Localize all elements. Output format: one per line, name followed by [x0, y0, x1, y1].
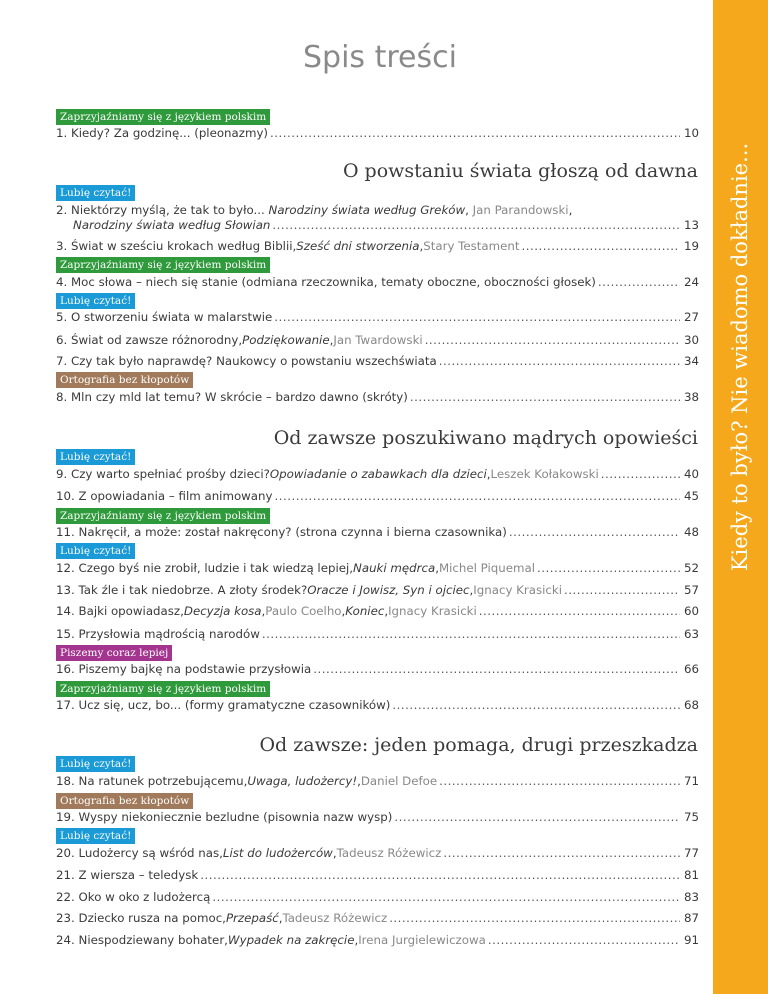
entry-work-title: Opowiadanie o zabawkach dla dzieci: [269, 467, 487, 481]
dot-leader: [439, 354, 680, 368]
dot-leader: [274, 310, 680, 324]
entry-title: 13. Tak źle i tak niedobrze. A złoty środek?: [56, 583, 308, 597]
badge-zaprzyjazniamy: Zaprzyjaźniamy się z językiem polskim: [56, 109, 270, 125]
entry-work-title: Koniec: [345, 604, 385, 618]
section-title-1: O powstaniu świata głoszą od dawna: [342, 160, 698, 182]
entry-page: 71: [683, 774, 699, 788]
entry-page: 60: [683, 604, 699, 618]
entry-title: 3. Świat w sześciu krokach według Biblii,: [56, 239, 297, 253]
badge-piszemy: Piszemy coraz lepiej: [56, 645, 172, 661]
toc-entry-10[interactable]: [56, 489, 699, 503]
dot-leader: [270, 126, 680, 140]
entry-page: 75: [683, 810, 699, 824]
entry-author: Leszek Kołakowski: [490, 467, 599, 481]
entry-page: 38: [683, 390, 699, 404]
entry-work-title: Przepaść: [225, 911, 279, 925]
dot-leader: [275, 489, 680, 503]
dot-leader: [425, 333, 680, 347]
entry-page: 87: [683, 911, 699, 925]
toc-entry-11[interactable]: [56, 525, 699, 539]
entry-page: 66: [683, 662, 699, 676]
toc-entry-7[interactable]: [56, 354, 699, 368]
entry-page: 68: [683, 698, 699, 712]
dot-leader: [313, 662, 680, 676]
entry-separator: ,: [384, 604, 389, 618]
toc-entry-2[interactable]: [73, 218, 699, 232]
entry-page: 45: [683, 489, 699, 503]
entry-author: Ignacy Krasicki: [473, 583, 563, 597]
badge-ortografia: Ortografia bez kłopotów: [56, 372, 193, 388]
entry-page: 27: [683, 310, 699, 324]
entry-work-title: Podziękowanie: [242, 333, 330, 347]
entry-title: 18. Na ratunek potrzebującemu,: [56, 774, 248, 788]
entry-author: Paulo Coelho: [265, 604, 342, 618]
entry-author: Ignacy Krasicki: [388, 604, 477, 618]
section-title-2: Od zawsze poszukiwano mądrych opowieści: [273, 427, 698, 449]
toc-entry-24[interactable]: [56, 933, 699, 947]
entry-page: 77: [683, 846, 699, 860]
dot-leader: [488, 933, 680, 947]
badge-lubie-czytac: Lubię czytać!: [56, 543, 135, 559]
dot-leader: [272, 218, 680, 232]
toc-entry-16[interactable]: [56, 662, 699, 676]
entry-title: 1. Kiedy? Za godzinę... (pleonazmy): [56, 126, 269, 140]
badge-zaprzyjazniamy: Zaprzyjaźniamy się z językiem polskim: [56, 508, 270, 524]
toc-entry-6[interactable]: [56, 333, 699, 347]
entry-work-title: Nauki mędrca: [353, 561, 436, 575]
dot-leader: [537, 561, 680, 575]
entry-page: 24: [683, 275, 699, 289]
entry-work-title: Narodziny świata według Greków: [268, 203, 466, 217]
toc-entry-23[interactable]: [56, 911, 699, 925]
entry-separator: ,: [341, 604, 346, 618]
entry-page: 52: [683, 561, 699, 575]
entry-separator: ,: [465, 203, 473, 217]
section-title-3: Od zawsze: jeden pomaga, drugi przeszkadza: [259, 734, 698, 756]
toc-entry-17[interactable]: [56, 698, 699, 712]
toc-entry-19[interactable]: [56, 810, 699, 824]
badge-zaprzyjazniamy: Zaprzyjaźniamy się z językiem polskim: [56, 257, 270, 273]
toc-entry-1[interactable]: [56, 126, 699, 140]
entry-separator: ,: [435, 561, 439, 575]
dot-leader: [262, 627, 680, 641]
dot-leader: [200, 868, 680, 882]
badge-lubie-czytac: Lubię czytać!: [56, 828, 135, 844]
badge-lubie-czytac: Lubię czytać!: [56, 185, 135, 201]
badge-ortografia: Ortografia bez kłopotów: [56, 793, 193, 809]
entry-work-title: Narodziny świata według Słowian: [73, 218, 271, 232]
entry-work-title: List do ludożerców: [222, 846, 333, 860]
dot-leader: [564, 583, 680, 597]
dot-leader: [389, 911, 680, 925]
entry-title: 2. Niektórzy myślą, że tak to było...: [56, 203, 269, 217]
toc-entry-8[interactable]: [56, 390, 699, 404]
chapter-side-title: Kiedy to było? Nie wiadomo dokładnie...: [728, 142, 752, 572]
entry-separator: ,: [261, 604, 266, 618]
entry-page: 57: [683, 583, 699, 597]
entry-page: 19: [683, 239, 699, 253]
entry-work-title: Decyzja kosa: [183, 604, 262, 618]
entry-work-title: Wypadek na zakręcie: [227, 933, 355, 947]
entry-page: 30: [683, 333, 699, 347]
entry-author: Tadeusz Różewicz: [282, 911, 388, 925]
entry-work-title: Uwaga, ludożercy!: [247, 774, 358, 788]
entry-title: 16. Piszemy bajkę na podstawie przysłowia: [56, 662, 312, 676]
entry-author: Daniel Defoe: [360, 774, 438, 788]
toc-entry-22[interactable]: [56, 890, 699, 904]
entry-separator: ,: [354, 933, 359, 947]
entry-author: Michel Piquemal: [438, 561, 536, 575]
entry-separator: ,: [486, 467, 491, 481]
toc-entry-2-line1[interactable]: [56, 203, 572, 217]
entry-page: 91: [683, 933, 699, 947]
dot-leader: [443, 846, 680, 860]
entry-title: 10. Z opowiadania – film animowany: [56, 489, 273, 503]
toc-entry-12[interactable]: [56, 561, 699, 575]
toc-entry-5[interactable]: [56, 310, 699, 324]
entry-author: Jan Twardowski: [333, 333, 423, 347]
toc-entry-18[interactable]: [56, 774, 699, 788]
entry-separator: ,: [357, 774, 361, 788]
dot-leader: [509, 525, 680, 539]
toc-entry-4[interactable]: [56, 275, 699, 289]
dot-leader: [522, 239, 680, 253]
entry-separator: ,: [329, 333, 334, 347]
dot-leader: [601, 467, 680, 481]
entry-title: 17. Ucz się, ucz, bo... (formy gramatyczne czasowników): [56, 698, 391, 712]
entry-title: 6. Świat od zawsze różnorodny,: [56, 333, 243, 347]
entry-page: 48: [683, 525, 699, 539]
toc-entry-13[interactable]: [56, 583, 699, 597]
dot-leader: [394, 810, 680, 824]
entry-title: 24. Niespodziewany bohater,: [56, 933, 228, 947]
toc-entry-20[interactable]: [56, 846, 699, 860]
entry-title: 22. Oko w oko z ludożercą: [56, 890, 211, 904]
toc-entry-3[interactable]: [56, 239, 699, 253]
entry-title: 19. Wyspy niekoniecznie bezludne (pisownia nazw wysp): [56, 810, 393, 824]
entry-author: Stary Testament: [423, 239, 520, 253]
dot-leader: [212, 890, 680, 904]
toc-entry-15[interactable]: [56, 627, 699, 641]
badge-zaprzyjazniamy: Zaprzyjaźniamy się z językiem polskim: [56, 681, 270, 697]
entry-work-title: Oracze i Jowisz, Syn i ojciec: [307, 583, 470, 597]
dot-leader: [392, 698, 680, 712]
entry-separator: ,: [332, 846, 337, 860]
entry-page: 83: [683, 890, 699, 904]
entry-title: 11. Nakręcił, a może: został nakręcony? (strona czynna i bierna czasownika): [56, 525, 507, 539]
toc-entry-21[interactable]: [56, 868, 699, 882]
entry-separator: ,: [469, 583, 474, 597]
toc-entry-9[interactable]: [56, 467, 699, 481]
entry-title: 20. Ludożercy są wśród nas,: [56, 846, 223, 860]
entry-work-title: Sześć dni stworzenia: [296, 239, 420, 253]
entry-title: 15. Przysłowia mądrością narodów: [56, 627, 260, 641]
entry-title: 14. Bajki opowiadasz,: [56, 604, 184, 618]
entry-page: 81: [683, 868, 699, 882]
entry-page: 63: [683, 627, 699, 641]
entry-page: 10: [683, 126, 699, 140]
entry-title: 8. Mln czy mld lat temu? W skrócie – bardzo dawno (skróty): [56, 390, 408, 404]
entry-author: Jan Parandowski: [472, 203, 569, 217]
entry-separator: ,: [419, 239, 424, 253]
dot-leader: [479, 604, 680, 618]
toc-entry-14[interactable]: [56, 604, 699, 618]
entry-title: 7. Czy tak było naprawdę? Naukowcy o powstaniu wszechświata: [56, 354, 437, 368]
entry-separator: ,: [568, 203, 573, 217]
entry-author: Irena Jurgielewiczowa: [358, 933, 486, 947]
entry-page: 40: [683, 467, 699, 481]
entry-title: 12. Czego byś nie zrobił, ludzie i tak wiedzą lepiej,: [56, 561, 354, 575]
dot-leader: [410, 390, 680, 404]
entry-title: 5. O stworzeniu świata w malarstwie: [56, 310, 273, 324]
dot-leader: [598, 275, 680, 289]
entry-title: 21. Z wiersza – teledysk: [56, 868, 199, 882]
entry-page: 13: [683, 218, 699, 232]
dot-leader: [439, 774, 680, 788]
entry-separator: ,: [278, 911, 283, 925]
entry-title: 4. Moc słowa – niech się stanie (odmiana rzeczownika, tematy oboczne, oboczności głosek): [56, 275, 596, 289]
badge-lubie-czytac: Lubię czytać!: [56, 449, 135, 465]
entry-title: 9. Czy warto spełniać prośby dzieci?: [56, 467, 270, 481]
page-title: Spis treści: [303, 40, 457, 75]
entry-author: Tadeusz Różewicz: [336, 846, 442, 860]
badge-lubie-czytac: Lubię czytać!: [56, 293, 135, 309]
entry-page: 34: [683, 354, 699, 368]
entry-title: 23. Dziecko rusza na pomoc,: [56, 911, 226, 925]
badge-lubie-czytac: Lubię czytać!: [56, 756, 135, 772]
